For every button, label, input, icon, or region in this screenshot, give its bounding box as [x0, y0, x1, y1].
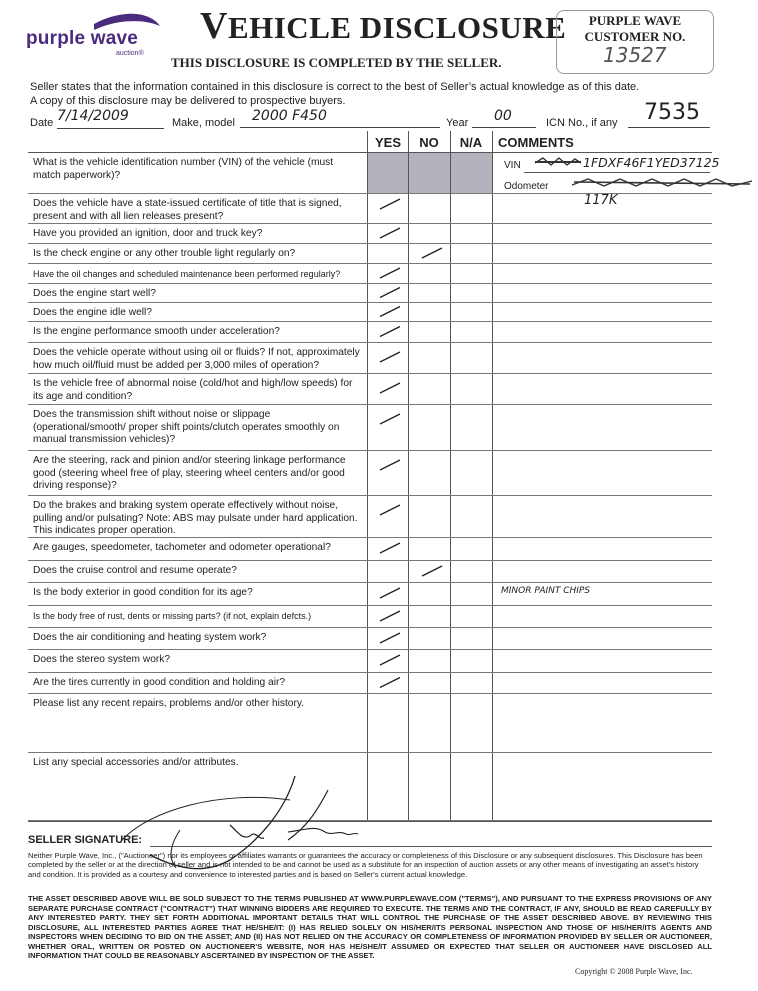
check-mark-icon: [368, 194, 408, 224]
intro-line-2: A copy of this disclosure may be delivered to prospective buyers.: [30, 95, 346, 107]
signature-label: SELLER SIGNATURE:: [28, 834, 143, 846]
comment-cell[interactable]: [498, 541, 711, 560]
table-row: [28, 538, 712, 561]
question-text: Does the engine start well?: [33, 288, 156, 299]
table-row: [28, 374, 712, 405]
answer-na-cell[interactable]: [452, 606, 492, 628]
page-title: VEHICLE DISCLOSURE: [200, 5, 567, 47]
table-row: [28, 451, 712, 496]
comment-cell[interactable]: [498, 325, 711, 342]
header-na: N/A: [459, 135, 483, 150]
copyright: Copyright © 2008 Purple Wave, Inc.: [575, 967, 693, 976]
date-field[interactable]: 7/14/2009: [57, 108, 164, 129]
answer-na-cell[interactable]: [452, 538, 492, 561]
answer-yes-cell[interactable]: [368, 284, 408, 303]
answer-yes-cell[interactable]: [368, 303, 408, 322]
comment-cell[interactable]: [498, 697, 711, 752]
answer-no-cell[interactable]: [410, 303, 450, 322]
header-yes: YES: [374, 135, 401, 150]
question-text: Is the vehicle free of abnormal noise (cold/hot and high/low speeds) for its age and condition?: [33, 378, 353, 402]
table-row: [28, 694, 712, 753]
make-model-field[interactable]: 2000 F450: [240, 108, 440, 128]
vin-value[interactable]: 1FDXF46F1YED37125: [583, 155, 720, 170]
answer-na-cell[interactable]: [452, 405, 492, 451]
table-row: [28, 628, 712, 650]
answer-na-cell[interactable]: [452, 153, 492, 194]
header-no: NO: [419, 135, 439, 150]
question-text: Do the brakes and braking system operate effectively without noise, pulling and/or pulsating? Note: ABS may pulsate under hard application. This indicates proper operation.: [33, 500, 358, 536]
check-mark-icon: [368, 343, 408, 374]
answer-no-cell[interactable]: [410, 694, 450, 753]
comment-cell[interactable]: [498, 653, 711, 672]
table-row: [28, 606, 712, 628]
answer-yes-cell[interactable]: [368, 451, 408, 496]
terms-text: THE ASSET DESCRIBED ABOVE WILL BE SOLD SUBJECT TO THE TERMS PUBLISHED AT WWW.PURPLEWAVE.COM ("TERMS"), AND PURSUANT TO THE EXPRESS PROVISIONS OF ANY SEPARATE PURCHASE CONTRACT ("CONTRACT") THAT WINNING BIDDERS ARE REQUIRED TO EXECUTE. THE TERMS AND THE CONTRACT, IF ANY, SHOULD BE READ CAREFULLY BY ANY INTERESTED PARTY. THEY SET FORTH ADDITIONAL IMPORTANT DETAILS THAT WILL CONTROL THE PURCHASE OF THE ASSET DESCRIBED ABOVE. BY REVIEWING THIS DISCLOSURE, ALL INTERESTED PARTIES AGREE THAT HE/SHE/IT: (I) HAS RELIED SOLELY ON HIS/HER/ITS PERSONAL INSPECTION AND THOSE OF HIS/HER/ITS AGENTS AND INSPECTORS WHEN DECIDING TO BID ON THE ASSET; AND (II) HAS NOT RELIED ON THE ACCURACY OR COMPLETENESS OF INFORMATION PROVIDED BY SELLER OR AUCTIONEER, WHETHER ORAL, WRITTEN OR POSTED ON AUCTIONEER'S WEBSITE, NOR HAS HE/SHE/IT ASSUMED OR EXPECTED THAT SELLER OR AUCTIONEER HAVE DISCLOSED ALL INFORMATION THAT COULD BE REASONABLY ASCERTAINED BY INSPECTION OF THE ASSET.: [28, 894, 712, 960]
date-label: Date: [30, 117, 54, 129]
answer-na-cell[interactable]: [452, 561, 492, 583]
answer-na-cell[interactable]: [452, 753, 492, 821]
odometer-value[interactable]: 117K: [584, 193, 618, 208]
question-text: Are gauges, speedometer, tachometer and odometer operational?: [33, 542, 331, 553]
check-mark-icon: [368, 538, 408, 561]
question-text: Does the stereo system work?: [33, 654, 171, 665]
answer-no-cell[interactable]: [410, 374, 450, 405]
answer-yes-cell[interactable]: [368, 322, 408, 343]
table-row: [28, 343, 712, 374]
answer-na-cell[interactable]: [452, 496, 492, 538]
icn-label: ICN No., if any: [546, 117, 618, 129]
answer-na-cell[interactable]: [452, 694, 492, 753]
answer-no-cell[interactable]: [410, 343, 450, 374]
customer-label-2: CUSTOMER NO.: [584, 29, 686, 44]
answer-no-cell[interactable]: [410, 153, 450, 194]
question-text: Does the vehicle have a state-issued certificate of title that is signed, present and with all lien releases present?: [33, 198, 342, 222]
answer-no-cell[interactable]: [410, 496, 450, 538]
answer-na-cell[interactable]: [452, 284, 492, 303]
answer-na-cell[interactable]: [452, 244, 492, 264]
question-text: Is the check engine or any other trouble light regularly on?: [33, 248, 296, 259]
disclosure-table: [28, 131, 720, 821]
check-mark-icon: [368, 284, 408, 303]
answer-no-cell[interactable]: [410, 673, 450, 694]
year-label: Year: [446, 117, 469, 129]
answer-no-cell[interactable]: [410, 194, 450, 224]
check-mark-icon: [368, 583, 408, 606]
question-text: Are the tires currently in good condition and holding air?: [33, 677, 286, 688]
answer-yes-cell[interactable]: [368, 153, 408, 194]
answer-no-cell[interactable]: [410, 322, 450, 343]
answer-na-cell[interactable]: [452, 628, 492, 650]
comment-cell[interactable]: [498, 227, 711, 243]
check-mark-icon: [368, 606, 408, 628]
question-text: Does the cruise control and resume operate?: [33, 565, 237, 576]
answer-na-cell[interactable]: [452, 264, 492, 284]
table-row: [28, 561, 712, 583]
question-text: Is the body exterior in good condition for its age?: [33, 587, 253, 598]
answer-no-cell[interactable]: [410, 561, 450, 583]
answer-yes-cell[interactable]: [368, 405, 408, 451]
answer-yes-cell[interactable]: [368, 606, 408, 628]
question-text: Is the body free of rust, dents or missing parts? (if not, explain defcts.): [33, 611, 312, 621]
table-row: [28, 405, 712, 451]
question-text: Does the vehicle operate without using oil or fluids? If not, approximately how much oil/fluid must be added per 3,000 miles of operation?: [33, 347, 360, 371]
answer-no-cell[interactable]: [410, 538, 450, 561]
icn-field[interactable]: 7535: [628, 100, 710, 128]
comment-cell[interactable]: [498, 499, 711, 537]
comment-cell[interactable]: [498, 609, 711, 627]
answer-no-cell[interactable]: [410, 284, 450, 303]
answer-yes-cell[interactable]: [368, 224, 408, 244]
comment-cell[interactable]: [498, 756, 711, 820]
question-text: Does the air conditioning and heating system work?: [33, 632, 267, 643]
table-row: [28, 303, 712, 322]
comment-cell[interactable]: MINOR PAINT CHIPS: [501, 586, 591, 596]
page-subtitle: THIS DISCLOSURE IS COMPLETED BY THE SELLER.: [171, 55, 502, 70]
check-mark-icon: [410, 244, 450, 264]
answer-no-cell[interactable]: [410, 628, 450, 650]
answer-no-cell[interactable]: [410, 264, 450, 284]
comment-cell[interactable]: [498, 346, 711, 373]
intro-line-1: Seller states that the information contained in this disclosure is correct to the best of Seller’s actual knowledge as of this date.: [30, 81, 640, 93]
answer-yes-cell[interactable]: [368, 374, 408, 405]
answer-na-cell[interactable]: [452, 583, 492, 606]
table-row: [28, 224, 712, 244]
answer-no-cell[interactable]: [410, 405, 450, 451]
answer-yes-cell[interactable]: [368, 194, 408, 224]
answer-no-cell[interactable]: [410, 244, 450, 264]
check-mark-icon: [368, 264, 408, 284]
table-row: [28, 264, 712, 284]
answer-no-cell[interactable]: [410, 451, 450, 496]
customer-number-box: [556, 10, 714, 74]
check-mark-icon: [368, 374, 408, 405]
customer-label-1: PURPLE WAVE: [588, 13, 682, 28]
make-label: Make, model: [172, 117, 235, 129]
odometer-label: Odometer: [504, 181, 549, 192]
check-mark-icon: [368, 673, 408, 694]
table-row: [28, 650, 712, 673]
answer-yes-cell[interactable]: [368, 650, 408, 673]
answer-yes-cell[interactable]: [368, 628, 408, 650]
answer-yes-cell[interactable]: [368, 583, 408, 606]
answer-na-cell[interactable]: [452, 374, 492, 405]
question-text: Does the engine idle well?: [33, 307, 152, 318]
check-mark-icon: [368, 322, 408, 343]
check-mark-icon: [410, 561, 450, 583]
question-text: Are the steering, rack and pinion and/or steering linkage performance good (steering wheel free of play, steering wheel centers and/or good driving response)?: [33, 455, 346, 491]
check-mark-icon: [368, 224, 408, 244]
comment-cell[interactable]: [498, 454, 711, 495]
check-mark-icon: [368, 650, 408, 673]
answer-no-cell[interactable]: [410, 583, 450, 606]
question-text: What is the vehicle identification number (VIN) of the vehicle (must match paperwork)?: [33, 157, 334, 181]
disclaimer-text: Neither Purple Wave, Inc., ("Auctioneer") nor its employees or affiliates warrants or guarantees the accuracy or completeness of this Disclosure or any subsequent disclosures. This Disclosure has been completed by the seller or at the direction of seller and is not intended to be and cannot be used as a substitute for an inspection of auction assets or any other means of investigating an asset's history and condition. It is provided as a courtesy and convenience to interested parties and is based on Seller's current actual knowledge.: [28, 851, 703, 879]
answer-no-cell[interactable]: [410, 753, 450, 821]
answer-na-cell[interactable]: [452, 343, 492, 374]
comment-cell[interactable]: [498, 197, 711, 223]
question-text: Please list any recent repairs, problems and/or other history.: [33, 698, 305, 709]
comment-cell[interactable]: [498, 631, 711, 649]
comment-cell[interactable]: [498, 676, 711, 693]
header-comments: COMMENTS: [498, 135, 574, 150]
table-row: [28, 194, 712, 224]
answer-no-cell[interactable]: [410, 606, 450, 628]
answer-na-cell[interactable]: [452, 224, 492, 244]
table-row: [28, 496, 712, 538]
check-mark-icon: [368, 303, 408, 322]
answer-yes-cell[interactable]: [368, 561, 408, 583]
question-text: Have you provided an ignition, door and truck key?: [33, 228, 263, 239]
comment-cell[interactable]: [498, 306, 711, 321]
comment-cell[interactable]: [498, 156, 711, 193]
table-row: [28, 284, 712, 303]
check-mark-icon: [368, 628, 408, 650]
table-row: [28, 153, 712, 194]
logo: [24, 8, 164, 58]
answer-yes-cell[interactable]: [368, 496, 408, 538]
answer-na-cell[interactable]: [452, 673, 492, 694]
table-row: [28, 673, 712, 694]
answer-yes-cell[interactable]: [368, 538, 408, 561]
answer-yes-cell[interactable]: [368, 264, 408, 284]
comment-cell[interactable]: [498, 377, 711, 404]
answer-no-cell[interactable]: [410, 650, 450, 673]
answer-na-cell[interactable]: [452, 322, 492, 343]
table-row: [28, 322, 712, 343]
comment-cell[interactable]: [498, 287, 711, 302]
check-mark-icon: [368, 451, 408, 496]
question-text: Have the oil changes and scheduled maintenance been performed regularly?: [33, 269, 341, 279]
comment-cell[interactable]: [498, 267, 711, 283]
comment-cell[interactable]: [498, 564, 711, 582]
logo-sub: auction®: [116, 50, 144, 57]
answer-na-cell[interactable]: [452, 650, 492, 673]
comment-cell[interactable]: [498, 247, 711, 263]
vin-label: VIN: [504, 160, 521, 171]
answer-yes-cell[interactable]: [368, 694, 408, 753]
check-mark-icon: [368, 405, 408, 451]
question-text: Is the engine performance smooth under acceleration?: [33, 326, 280, 337]
check-mark-icon: [368, 496, 408, 538]
answer-na-cell[interactable]: [452, 194, 492, 224]
answer-yes-cell[interactable]: [368, 343, 408, 374]
logo-brand: purple wave: [26, 28, 139, 49]
answer-yes-cell[interactable]: [368, 673, 408, 694]
answer-no-cell[interactable]: [410, 224, 450, 244]
answer-na-cell[interactable]: [452, 451, 492, 496]
question-text: List any special accessories and/or attributes.: [33, 757, 239, 768]
table-row: [28, 583, 712, 606]
question-text: Does the transmission shift without noise or slippage (operational/smooth/ proper shift points/clutch operates smoothly on manual transmission vehicles)?: [33, 409, 340, 445]
answer-yes-cell[interactable]: [368, 244, 408, 264]
comment-cell[interactable]: [498, 408, 711, 450]
table-row: [28, 244, 712, 264]
customer-number-value: 13527: [603, 43, 667, 67]
answer-na-cell[interactable]: [452, 303, 492, 322]
year-field[interactable]: 00: [472, 108, 536, 128]
